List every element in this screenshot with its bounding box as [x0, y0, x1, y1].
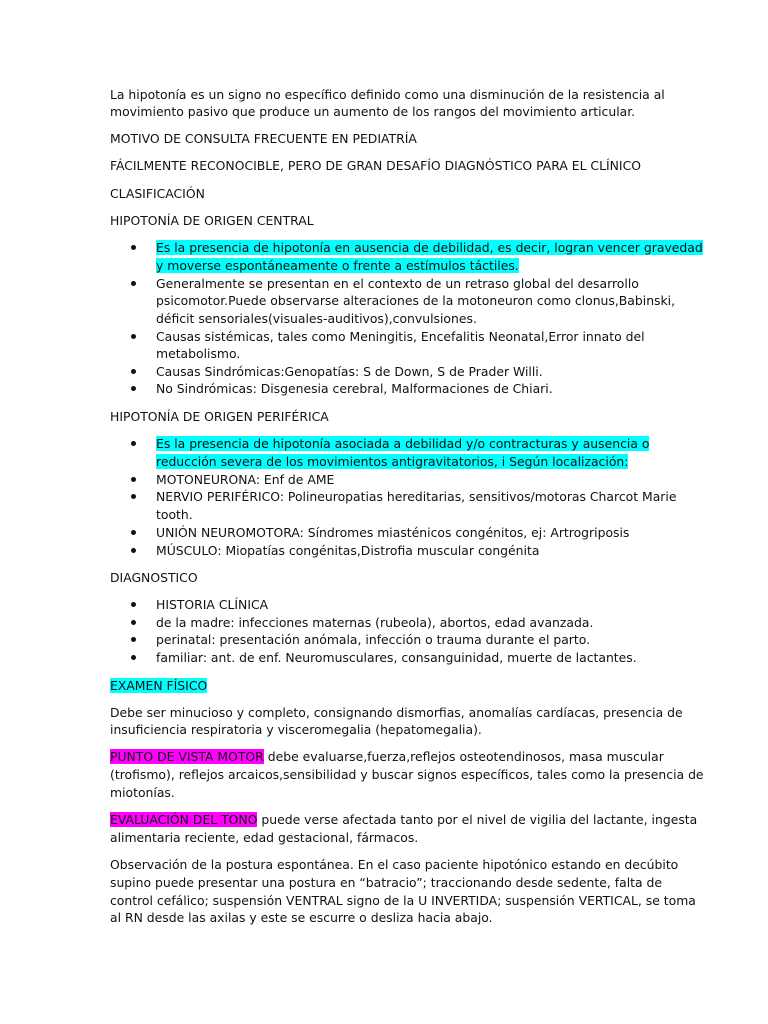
central-item-1-line-2: y moverse espontáneamente o frente a estímulos táctiles. — [156, 258, 519, 273]
bullet-icon — [131, 655, 136, 660]
postura-line-2: supino puede presentar una postura en “batracio”; traccionando desde sedente, falta de — [110, 875, 663, 890]
periferica-item-1-line-2: reducción severa de los movimientos antigravitatorios, i Según localización: — [156, 454, 629, 469]
diagnostico-heading: DIAGNOSTICO — [110, 570, 198, 585]
bullet-icon — [131, 637, 136, 642]
central-item-2-line-1: Generalmente se presentan en el contexto de un retraso global del desarrollo — [156, 276, 639, 291]
bullet-icon — [131, 245, 136, 250]
central-item-4: Causas Sindrómicas:Genopatías: S de Down, S de Prader Willi. — [156, 364, 543, 379]
periferica-item-5: MÚSCULO: Miopatías congénitas,Distrofia muscular congénita — [156, 543, 540, 558]
clasificacion-heading: CLASIFICACIÓN — [110, 186, 205, 201]
postura-line-3: control cefálico; suspensión VENTRAL signo de la U INVERTIDA; suspensión VERTICAL, se toma — [110, 893, 696, 908]
central-item-5: No Sindrómicas: Disgenesia cerebral, Malformaciones de Chiari. — [156, 381, 553, 396]
examen-text-line-1: Debe ser minucioso y completo, consignando dismorfias, anomalías cardíacas, presencia de — [110, 705, 683, 720]
bullet-icon — [131, 386, 136, 391]
diagnostico-item-4: familiar: ant. de enf. Neuromusculares, consanguinidad, muerte de lactantes. — [156, 650, 637, 665]
tono-paragraph-line-2: alimentaria reciente, edad gestacional, fármacos. — [110, 830, 419, 845]
central-heading: HIPOTONÍA DE ORIGEN CENTRAL — [110, 213, 314, 228]
postura-line-4: al RN desde las axilas y este se escurre o desliza hacia abajo. — [110, 910, 493, 925]
intro-line-2: movimiento pasivo que produce un aumento de los rangos del movimiento articular. — [110, 104, 636, 119]
motor-label: PUNTO DE VISTA MOTOR — [110, 749, 264, 764]
bullet-icon — [131, 369, 136, 374]
motor-paragraph-line-2: (trofismo), reflejos arcaicos,sensibilidad y buscar signos específicos, tales como la presencia de — [110, 767, 704, 782]
bullet-icon — [131, 281, 136, 286]
periferica-item-2: MOTONEURONA: Enf de AME — [156, 472, 335, 487]
diagnostico-item-1: HISTORIA CLÍNICA — [156, 597, 269, 612]
bullet-icon — [131, 477, 136, 482]
reconocible-heading: FÁCILMENTE RECONOCIBLE, PERO DE GRAN DESAFÍO DIAGNÓSTICO PARA EL CLÍNICO — [110, 158, 641, 173]
diagnostico-item-2: de la madre: infecciones maternas (rubeola), abortos, edad avanzada. — [156, 615, 594, 630]
central-item-1-line-1: Es la presencia de hipotonía en ausencia de debilidad, es decir, logran vencer gravedad — [156, 240, 703, 255]
motivo-heading: MOTIVO DE CONSULTA FRECUENTE EN PEDIATRÍA — [110, 131, 417, 146]
bullet-icon — [131, 548, 136, 553]
motor-paragraph-line-1: PUNTO DE VISTA MOTOR debe evaluarse,fuerza,reflejos osteotendinosos, masa muscular — [110, 749, 664, 764]
central-item-2-line-2: psicomotor.Puede observarse alteraciones de la motoneuron como clonus,Babinski, — [156, 293, 676, 308]
tono-label: EVALUACIÓN DEL TONO — [110, 812, 258, 827]
periferica-item-4: UNIÓN NEUROMOTORA: Síndromes miasténicos congénitos, ej: Artrogriposis — [156, 525, 630, 540]
periferica-item-3-line-2: tooth. — [156, 507, 193, 522]
intro-line-1: La hipotonía es un signo no específico definido como una disminución de la resistencia al — [110, 87, 665, 102]
postura-line-1: Observación de la postura espontánea. En el caso paciente hipotónico estando en decúbito — [110, 857, 679, 872]
periferica-item-3-line-1: NERVIO PERIFÉRICO: Polineuropatias hereditarias, sensitivos/motoras Charcot Marie — [156, 489, 677, 504]
periferica-heading: HIPOTONÍA DE ORIGEN PERIFÉRICA — [110, 409, 329, 424]
motor-paragraph-line-3: miotonías. — [110, 785, 175, 800]
central-item-3-line-1: Causas sistémicas, tales como Meningitis, Encefalitis Neonatal,Error innato del — [156, 329, 645, 344]
diagnostico-item-3: perinatal: presentación anómala, infección o trauma durante el parto. — [156, 632, 591, 647]
examen-heading: EXAMEN FÍSICO — [110, 678, 208, 693]
bullet-icon — [131, 494, 136, 499]
examen-text-line-2: insuficiencia respiratoria y visceromegalia (hepatomegalia). — [110, 722, 482, 737]
bullet-icon — [131, 602, 136, 607]
bullet-icon — [131, 620, 136, 625]
periferica-item-1-line-1: Es la presencia de hipotonía asociada a debilidad y/o contracturas y ausencia o — [156, 436, 650, 451]
bullet-icon — [131, 530, 136, 535]
tono-paragraph-line-1: EVALUACIÓN DEL TONO puede verse afectada tanto por el nivel de vigilia del lactante, ingesta — [110, 812, 698, 827]
bullet-icon — [131, 441, 136, 446]
central-item-3-line-2: metabolismo. — [156, 346, 241, 361]
central-item-2-line-3: déficit sensoriales(visuales-auditivos),convulsiones. — [156, 311, 477, 326]
bullet-icon — [131, 334, 136, 339]
